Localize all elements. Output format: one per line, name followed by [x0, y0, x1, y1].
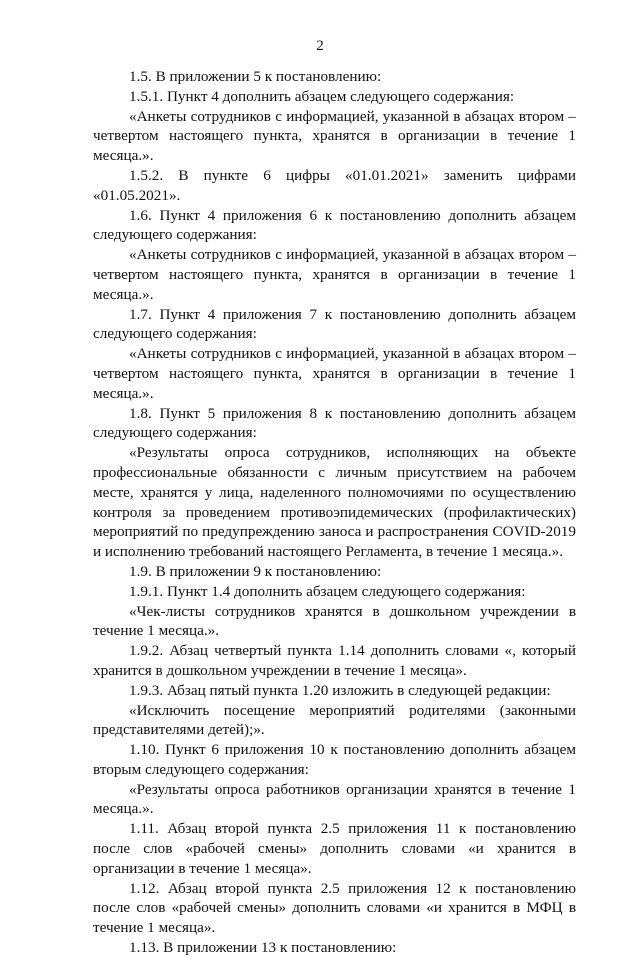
quote-paragraph: «Результаты опроса сотрудников, исполняющих на объекте профессиональные обязанности с личным присутствием на рабочем месте, хранятся у лица, наделенного полномочиями по осуществлению контроля за проведением противоэпидемических (профилактических) мероприятий по предупреждению заноса и распространения COVID-2019 и исполнению требований настоящего Регламента, в течение 1 месяца.». — [93, 444, 576, 561]
page-number: 2 — [316, 38, 324, 54]
quote-paragraph: «Чек-листы сотрудников хранятся в дошкольном учреждении в течение 1 месяца.». — [93, 602, 576, 640]
paragraph-1-9: 1.9. В приложении 9 к постановлению: — [129, 562, 382, 580]
document-body — [93, 67, 576, 958]
quote-paragraph: «Результаты опроса работников организации хранятся в течение 1 месяца.». — [93, 780, 576, 818]
paragraph-1-7: 1.7. Пункт 4 приложения 7 к постановлению дополнить абзацем следующего содержания: — [93, 305, 576, 343]
paragraph-1-9-1: 1.9.1. Пункт 1.4 дополнить абзацем следующего содержания: — [129, 582, 526, 600]
paragraph-1-9-3: 1.9.3. Абзац пятый пункта 1.20 изложить в следующей редакции: — [129, 681, 551, 699]
paragraph-1-13: 1.13. В приложении 13 к постановлению: — [129, 939, 397, 957]
paragraph-1-8: 1.8. Пункт 5 приложения 8 к постановлению дополнить абзацем следующего содержания: — [93, 404, 576, 442]
quote-paragraph: «Анкеты сотрудников с информацией, указанной в абзацах втором – четвертом настоящего пункта, хранятся в организации в течение 1 месяца.». — [93, 345, 576, 402]
paragraph-1-10: 1.10. Пункт 6 приложения 10 к постановлению дополнить абзацем вторым следующего содержания: — [93, 741, 576, 778]
quote-paragraph: «Анкеты сотрудников с информацией, указанной в абзацах втором – четвертом настоящего пункта, хранятся в организации в течение 1 месяца.». — [93, 107, 576, 165]
quote-paragraph: «Анкеты сотрудников с информацией, указанной в абзацах втором – четвертом настоящего пункта, хранятся в организации в течение 1 месяца.». — [93, 246, 576, 303]
paragraph-1-9-2: 1.9.2. Абзац четвертый пункта 1.14 дополнить словами «, который хранится в дошкольном учреждении в течение 1 месяца». — [93, 642, 576, 679]
paragraph-1-6: 1.6. Пункт 4 приложения 6 к постановлению дополнить абзацем следующего содержания: — [93, 206, 576, 244]
paragraph-1-5: 1.5. В приложении 5 к постановлению: — [129, 68, 382, 85]
paragraph-1-11: 1.11. Абзац второй пункта 2.5 приложения 11 к постановлению после слов «рабочей смены» дополнить словами «и хранится в организации в течение 1 месяца». — [93, 820, 576, 877]
paragraph-1-12: 1.12. Абзац второй пункта 2.5 приложения 12 к постановлению после слов «рабочей смены» дополнить словами «и хранится в МФЦ в течение 1 месяца». — [93, 879, 576, 937]
paragraph-1-5-2: 1.5.2. В пункте 6 цифры «01.01.2021» заменить цифрами «01.05.2021». — [93, 166, 576, 204]
paragraph-1-5-1: 1.5.1. Пункт 4 дополнить абзацем следующего содержания: — [129, 87, 515, 105]
quote-paragraph: «Исключить посещение мероприятий родителями (законными представителями детей);». — [93, 701, 576, 739]
